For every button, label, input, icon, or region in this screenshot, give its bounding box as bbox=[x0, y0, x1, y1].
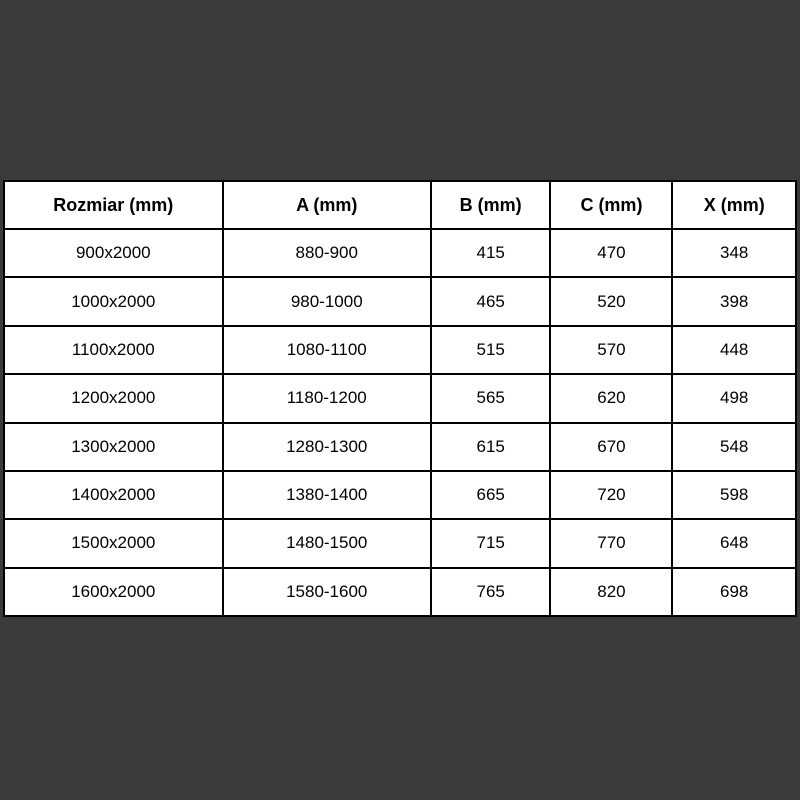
table-header-row bbox=[4, 181, 796, 229]
column-header-rozmiar: Rozmiar (mm) bbox=[4, 181, 223, 229]
table-cell: 1580-1600 bbox=[223, 568, 431, 616]
table-cell: 620 bbox=[550, 374, 672, 422]
table-cell: 1080-1100 bbox=[223, 326, 431, 374]
table-cell: 520 bbox=[550, 277, 672, 325]
table-cell: 1300x2000 bbox=[4, 423, 223, 471]
table-row bbox=[4, 568, 796, 616]
dimensions-table bbox=[3, 180, 797, 617]
table-cell: 1280-1300 bbox=[223, 423, 431, 471]
table-row bbox=[4, 471, 796, 519]
table-cell: 820 bbox=[550, 568, 672, 616]
table-cell: 720 bbox=[550, 471, 672, 519]
table-cell: 570 bbox=[550, 326, 672, 374]
column-header-b: B (mm) bbox=[431, 181, 551, 229]
table-cell: 1480-1500 bbox=[223, 519, 431, 567]
table-cell: 415 bbox=[431, 229, 551, 277]
table-cell: 765 bbox=[431, 568, 551, 616]
table-cell: 1200x2000 bbox=[4, 374, 223, 422]
table-cell: 498 bbox=[672, 374, 796, 422]
table-cell: 698 bbox=[672, 568, 796, 616]
table-cell: 548 bbox=[672, 423, 796, 471]
table-cell: 1600x2000 bbox=[4, 568, 223, 616]
table-cell: 770 bbox=[550, 519, 672, 567]
column-header-a: A (mm) bbox=[223, 181, 431, 229]
table-row bbox=[4, 277, 796, 325]
table-cell: 670 bbox=[550, 423, 672, 471]
table-cell: 470 bbox=[550, 229, 672, 277]
table-cell: 465 bbox=[431, 277, 551, 325]
table-cell: 648 bbox=[672, 519, 796, 567]
table-cell: 1500x2000 bbox=[4, 519, 223, 567]
dimensions-table-container bbox=[3, 180, 797, 617]
column-header-x: X (mm) bbox=[672, 181, 796, 229]
table-cell: 398 bbox=[672, 277, 796, 325]
table-cell: 980-1000 bbox=[223, 277, 431, 325]
table-cell: 1180-1200 bbox=[223, 374, 431, 422]
table-cell: 448 bbox=[672, 326, 796, 374]
table-cell: 615 bbox=[431, 423, 551, 471]
table-row bbox=[4, 229, 796, 277]
table-cell: 880-900 bbox=[223, 229, 431, 277]
table-cell: 1400x2000 bbox=[4, 471, 223, 519]
table-row bbox=[4, 519, 796, 567]
table-cell: 598 bbox=[672, 471, 796, 519]
table-cell: 348 bbox=[672, 229, 796, 277]
table-cell: 1380-1400 bbox=[223, 471, 431, 519]
table-cell: 665 bbox=[431, 471, 551, 519]
table-row bbox=[4, 423, 796, 471]
table-cell: 715 bbox=[431, 519, 551, 567]
table-cell: 900x2000 bbox=[4, 229, 223, 277]
table-cell: 515 bbox=[431, 326, 551, 374]
table-cell: 565 bbox=[431, 374, 551, 422]
table-cell: 1100x2000 bbox=[4, 326, 223, 374]
column-header-c: C (mm) bbox=[550, 181, 672, 229]
table-row bbox=[4, 326, 796, 374]
table-cell: 1000x2000 bbox=[4, 277, 223, 325]
table-row bbox=[4, 374, 796, 422]
